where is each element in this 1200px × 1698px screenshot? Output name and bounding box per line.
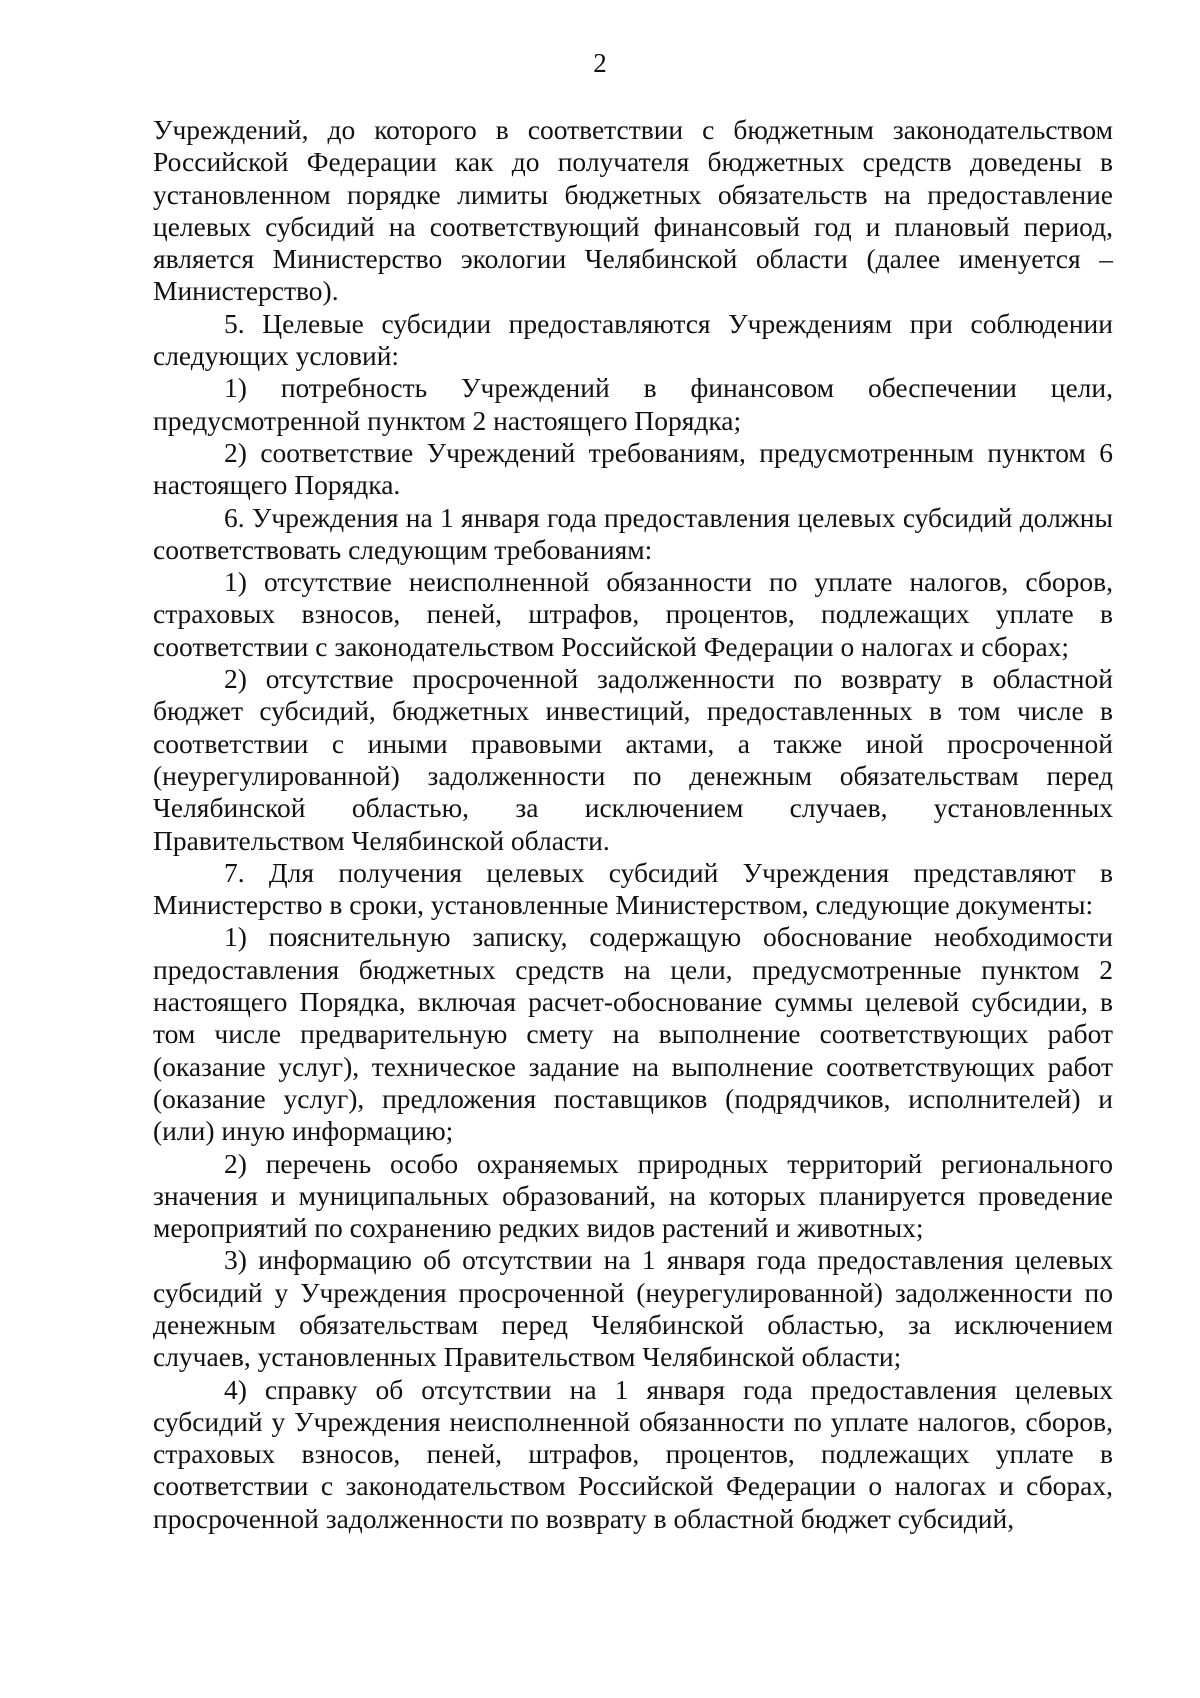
paragraph-continuation: Учреждений, до которого в соответствии с бюджетным законодательством Российской Федерации как до получателя бюджетных средств доведены в установленном порядке лимиты бюджетных обязательств на предоставление целевых субсидий на соответствующий финансовый год и плановый период, является Министерство экологии Челябинской области (далее именуется – Министерство). (153, 114, 1113, 307)
page-number: 2 (593, 48, 607, 78)
paragraph-item-7-3: 3) информацию об отсутствии на 1 января года предоставления целевых субсидий у Учреждения просроченной (неурегулированной) задолженности по денежным обязательствам перед Челябинской областью, за исключением случаев, установленных Правительством Челябинской области; (153, 1244, 1113, 1373)
paragraph-item-5-2: 2) соответствие Учреждений требованиям, предусмотренным пунктом 6 настоящего Порядка. (153, 436, 1113, 501)
paragraph-item-6-1: 1) отсутствие неисполненной обязанности по уплате налогов, сборов, страховых взносов, пеней, штрафов, процентов, подлежащих уплате в соответствии с законодательством Российской Федерации о налогах и сборах; (153, 566, 1113, 662)
paragraph-item-7: 7. Для получения целевых субсидий Учреждения представляют в Министерство в сроки, установленные Министерством, следующие документы: (153, 856, 1113, 921)
paragraph-item-6-2: 2) отсутствие просроченной задолженности по возврату в областной бюджет субсидий, бюджетных инвестиций, предоставленных в том числе в соответствии с иными правовыми актами, а также иной просроченной (неурегулированной) задолженности по денежным обязательствам перед Челябинской областью, за исключением случаев, установленных Правительством Челябинской области. (153, 663, 1113, 856)
document-body (153, 114, 1113, 1535)
paragraph-item-7-4: 4) справку об отсутствии на 1 января года предоставления целевых субсидий у Учреждения неисполненной обязанности по уплате налогов, сборов, страховых взносов, пеней, штрафов, процентов, подлежащих уплате в соответствии с законодательством Российской Федерации о налогах и сборах, просроченной задолженности по возврату в областной бюджет субсидий, (153, 1373, 1113, 1534)
paragraph-item-7-1: 1) пояснительную записку, содержащую обоснование необходимости предоставления бюджетных средств на цели, предусмотренные пунктом 2 настоящего Порядка, включая расчет-обоснование суммы целевой субсидии, в том числе предварительную смету на выполнение соответствующих работ (оказание услуг), техническое задание на выполнение соответствующих работ (оказание услуг), предложения поставщиков (подрядчиков, исполнителей) и (или) иную информацию; (153, 921, 1113, 1147)
paragraph-item-7-2: 2) перечень особо охраняемых природных территорий регионального значения и муниципальных образований, на которых планируется проведение мероприятий по сохранению редких видов растений и животных; (153, 1147, 1113, 1244)
paragraph-item-6: 6. Учреждения на 1 января года предоставления целевых субсидий должны соответствовать следующим требованиям: (153, 501, 1113, 565)
paragraph-item-5-1: 1) потребность Учреждений в финансовом обеспечении цели, предусмотренной пунктом 2 настоящего Порядка; (153, 372, 1113, 436)
paragraph-item-5: 5. Целевые субсидии предоставляются Учреждениям при соблюдении следующих условий: (153, 307, 1113, 372)
